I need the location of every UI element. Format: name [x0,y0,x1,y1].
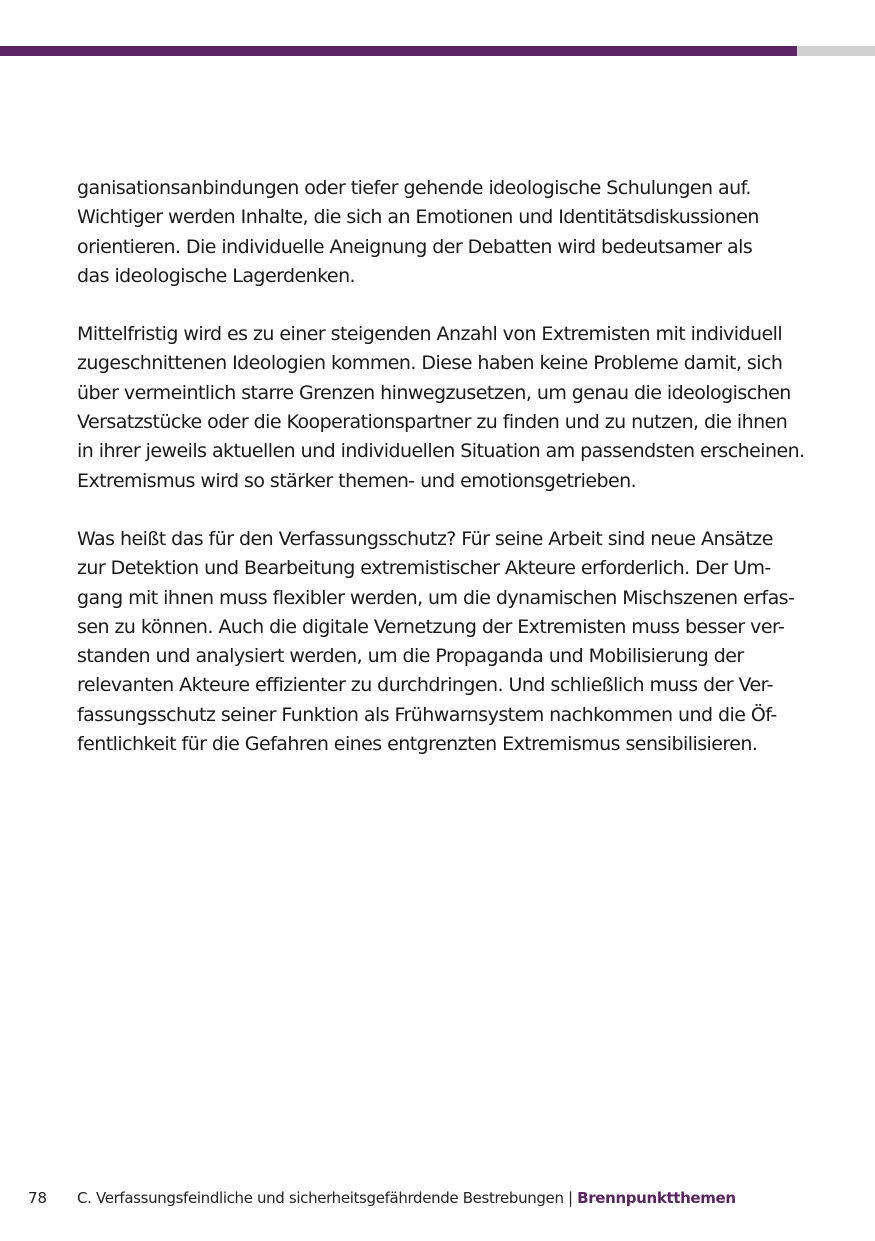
footer-separator: | [568,1189,573,1207]
text-line: das ideologische Lagerdenken. [77,264,356,287]
paragraph-3 [77,525,802,759]
header-accent-bar [0,46,797,56]
text-line: Extremismus wird so stärker themen- und emotionsgetrieben. [77,469,637,492]
footer-section: C. Verfassungsfeindliche und sicherheitsgefährdende Bestrebungen [77,1189,564,1207]
text-line: Was heißt das für den Verfassungsschutz? Für seine Arbeit sind neue Ansätze [77,527,773,550]
text-line: fassungsschutz seiner Funktion als Frühwarnsystem nachkommen und die Öf- [77,703,777,726]
body-text [77,174,805,759]
text-line: relevanten Akteure effizienter zu durchdringen. Und schließlich muss der Ver- [77,674,773,697]
header-gray-bar [797,46,875,56]
text-line: Versatzstücke oder die Kooperationspartner zu finden und zu nutzen, die ihnen [77,411,788,434]
footer-chapter: Brennpunktthemen [577,1189,736,1207]
text-line: gang mit ihnen muss flexibler werden, um die dynamischen Mischszenen erfas- [77,586,795,609]
text-line: standen und analysiert werden, um die Propaganda und Mobilisierung der [77,645,744,668]
text-line: Wichtiger werden Inhalte, die sich an Emotionen und Identitätsdiskussionen [77,206,759,229]
text-line: ganisationsanbindungen oder tiefer gehende ideologische Schulungen auf. [77,177,751,199]
text-line: fentlichkeit für die Gefahren eines entgrenzten Extremismus sensibilisieren. [77,733,758,756]
text-line: Mittelfristig wird es zu einer steigenden Anzahl von Extremisten mit individuell [77,323,783,346]
text-line: sen zu können. Auch die digitale Vernetzung der Extremisten muss besser ver- [77,615,785,638]
paragraph-1 [77,174,802,291]
running-footer [77,1189,736,1207]
text-line: zugeschnittenen Ideologien kommen. Diese haben keine Probleme damit, sich [77,352,783,375]
text-line: in ihrer jeweils aktuellen und individuellen Situation am passendsten erscheinen. [77,440,805,463]
page-number: 78 [28,1189,48,1207]
paragraph-2 [77,320,805,496]
text-line: über vermeintlich starre Grenzen hinwegzusetzen, um genau die ideologischen [77,381,791,404]
text-line: zur Detektion und Bearbeitung extremistischer Akteure erforderlich. Der Um- [77,557,771,580]
text-line: orientieren. Die individuelle Aneignung der Debatten wird bedeutsamer als [77,235,753,258]
